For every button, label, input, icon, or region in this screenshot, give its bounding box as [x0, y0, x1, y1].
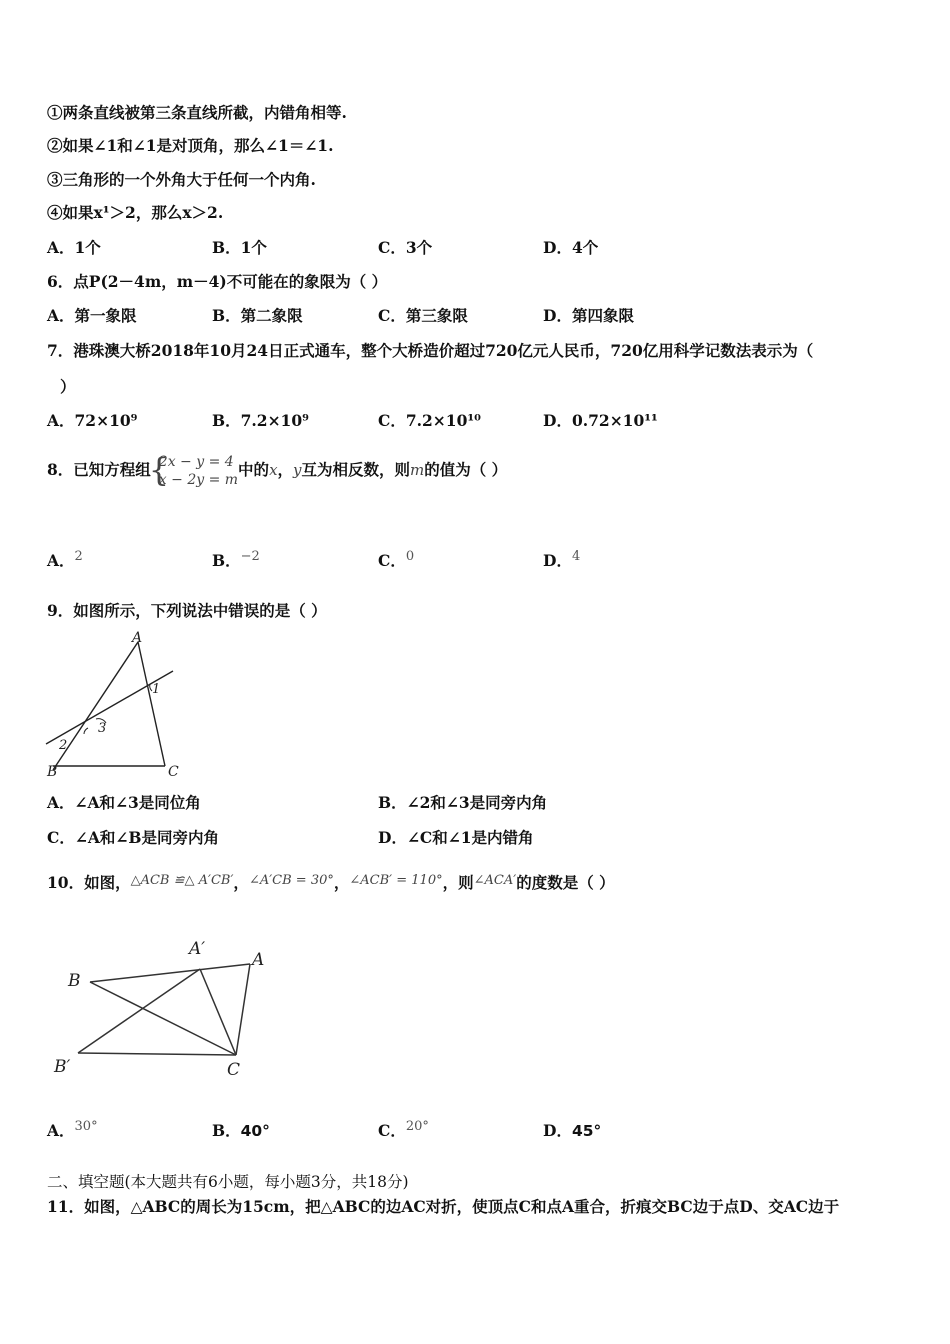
- q10-cond1: △ACB ≌△ A′CB′: [130, 873, 234, 888]
- q6-option-b: B．第二象限: [212, 306, 303, 325]
- q10-option-a: [47, 1121, 98, 1143]
- q5-option-c: C．3个: [378, 238, 433, 257]
- q10-option-a-label: A．: [47, 1121, 75, 1140]
- q7-option-c: C．7.2×10¹⁰: [378, 411, 481, 430]
- q8-option-d: [543, 551, 580, 573]
- q10-option-c-label: C．: [378, 1121, 406, 1140]
- q8-option-a: [47, 551, 83, 573]
- section-2-heading: 二、填空题(本大题共有6小题，每小题3分，共18分): [47, 1173, 409, 1191]
- q10-option-b-value: 40°: [240, 1122, 270, 1140]
- q8-option-d-value: 4: [571, 549, 581, 564]
- statement-3: ③三角形的一个外角大于任何一个内角.: [47, 170, 316, 189]
- q10-line-a1c: [200, 969, 236, 1055]
- q10-cond2: ∠A′CB = 30°: [248, 873, 334, 888]
- q9-label-b: B: [47, 764, 58, 780]
- q10-option-a-value: 30°: [74, 1119, 98, 1134]
- q8-var-y: y: [293, 461, 302, 479]
- q10-option-c-value: 20°: [405, 1119, 429, 1134]
- q8-eq1: { 2x − y = 4: [158, 454, 234, 470]
- q7-option-b: B．7.2×10⁹: [212, 411, 309, 430]
- q7-stem-cont: ）: [60, 377, 76, 396]
- statement-4: ④如果x¹＞2，那么x＞2.: [47, 203, 224, 222]
- q9-option-b: B．∠2和∠3是同旁内角: [378, 793, 548, 812]
- statement-2: ②如果∠1和∠1是对顶角，那么∠1＝∠1.: [47, 136, 334, 155]
- q8-sep: ，: [277, 460, 294, 479]
- q10-stem: 10．如图，$^{\triangle ACB ≌\triangle A'CB'}$，$^{\angle A'CB = 30^\circ}$，$^{\angle ACB' = 110^\circ}$，则$^{\angle ACA'}$的度数是（ ）: [47, 873, 615, 892]
- q9-label-c: C: [168, 764, 179, 780]
- q5-option-a: A．1个: [47, 238, 101, 257]
- q8-option-c: [378, 551, 414, 573]
- q8-suffix: 的值为（ ）: [424, 460, 508, 479]
- q6-option-a: A．第一象限: [47, 306, 137, 325]
- q9-label-2: 2: [59, 738, 68, 753]
- q10-line-bc: [90, 982, 236, 1055]
- q8-var-x: x: [269, 461, 278, 479]
- q7-stem: 7．港珠澳大桥2018年10月24日正式通车，整个大桥造价超过720亿元人民币，720亿用科学记数法表示为（: [47, 341, 814, 360]
- q10-option-d-value: 45°: [571, 1122, 602, 1140]
- q10-line-b1c: [78, 1053, 236, 1055]
- q8-option-b-label: B．: [212, 551, 241, 570]
- q8-option-a-value: 2: [74, 549, 83, 564]
- q10-option-b: [212, 1121, 270, 1141]
- q10-option-d-label: D．: [543, 1121, 572, 1140]
- q8-option-b: [212, 551, 260, 573]
- q10-figure: [48, 930, 278, 1085]
- q10-label-b1: B′: [54, 1057, 71, 1077]
- q8-option-a-label: A．: [47, 551, 75, 570]
- q9-option-a: A．∠A和∠3是同位角: [47, 793, 201, 812]
- q10-label-a1: A′: [189, 939, 206, 959]
- q9-label-1: 1: [152, 682, 161, 697]
- statement-1: ①两条直线被第三条直线所截，内错角相等.: [47, 103, 347, 122]
- q10-cond3: ∠ACB′ = 110°: [349, 873, 443, 888]
- q8-prefix: 8．已知方程组: [47, 460, 151, 479]
- q7-option-d: D．0.72×10¹¹: [543, 411, 658, 430]
- q8-option-d-label: D．: [543, 551, 572, 570]
- q10-line-ac: [236, 964, 250, 1055]
- q6-stem: 6．点P(2－4m，m－4)不可能在的象限为（ ）: [47, 272, 388, 291]
- q9-label-a: A: [132, 630, 143, 646]
- q5-option-b: B．1个: [212, 238, 267, 257]
- q9-figure: [40, 628, 190, 780]
- q9-option-d: D．∠C和∠1是内错角: [378, 828, 534, 847]
- q9-option-c: C．∠A和∠B是同旁内角: [47, 828, 219, 847]
- q10-target: ∠ACA′: [473, 873, 517, 888]
- q10-option-b-label: B．: [212, 1121, 241, 1140]
- q9-arc-2: [84, 728, 88, 734]
- q8-option-b-value: −2: [240, 549, 260, 564]
- q10-prefix: 10．如图，: [47, 873, 131, 892]
- q5-option-d: D．4个: [543, 238, 599, 257]
- q8-mid2: 互为相反数，则: [301, 460, 411, 479]
- q10-label-a: A: [252, 950, 265, 970]
- q9-stem: 9．如图所示，下列说法中错误的是（ ）: [47, 601, 327, 620]
- q8-mid1: 中的: [238, 460, 270, 479]
- q10-option-d: [543, 1121, 601, 1141]
- q10-then: ，则: [442, 873, 474, 892]
- q9-line-ac: [138, 642, 165, 766]
- q10-suffix: 的度数是（ ）: [516, 873, 615, 892]
- q6-option-c: C．第三象限: [378, 306, 468, 325]
- q8-option-c-value: 0: [405, 549, 415, 564]
- q9-label-3: 3: [98, 721, 107, 736]
- q10-option-c: [378, 1121, 429, 1143]
- q7-option-a: A．72×10⁹: [47, 411, 138, 430]
- q8-eq2: x − 2y = m: [158, 472, 239, 488]
- q8-stem: [47, 452, 507, 489]
- q10-label-b: B: [68, 971, 81, 991]
- q8-var-m: m: [410, 461, 425, 479]
- q11-stem: 11．如图，△ABC的周长为15cm，把△ABC的边AC对折，使顶点C和点A重合，折痕交BC边于点D、交AC边于: [47, 1197, 840, 1216]
- q8-option-c-label: C．: [378, 551, 406, 570]
- q10-label-c: C: [227, 1060, 241, 1080]
- q6-option-d: D．第四象限: [543, 306, 634, 325]
- q10-line-ba: [90, 964, 250, 982]
- q8-equation-system: [151, 453, 238, 489]
